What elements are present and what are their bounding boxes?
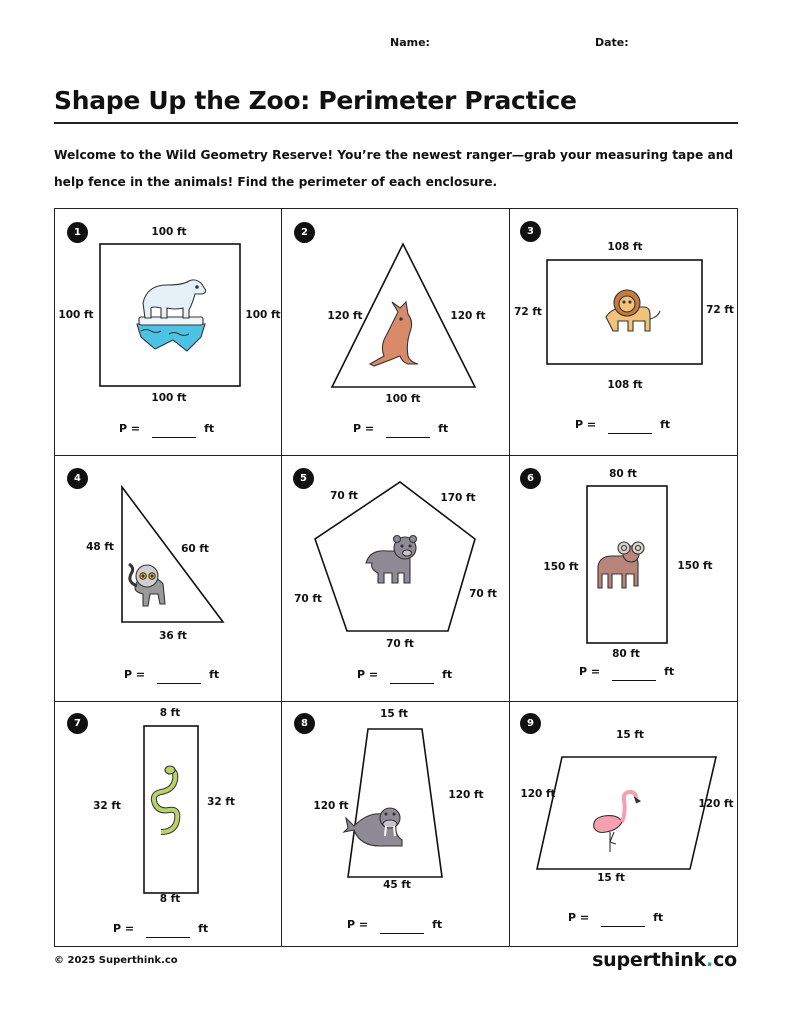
perimeter-unit: ft [653, 911, 664, 924]
perimeter-unit: ft [664, 665, 675, 678]
perimeter-answer [357, 668, 452, 684]
answer-blank[interactable] [380, 933, 424, 934]
right-triangle-enclosure [55, 456, 282, 702]
problem-8 [282, 702, 510, 946]
problem-grid [54, 208, 738, 947]
answer-blank[interactable] [608, 433, 652, 434]
footer-copyright: © 2025 Superthink.co [54, 955, 178, 966]
brand-tld: co [713, 949, 737, 971]
perimeter-answer [119, 422, 214, 438]
perimeter-prefix: P = [119, 422, 141, 435]
answer-blank[interactable] [386, 437, 430, 438]
side-label: 80 ft [612, 648, 640, 660]
side-label: 8 ft [159, 893, 181, 905]
problem-number: 5 [293, 468, 314, 489]
problem-number: 3 [520, 221, 541, 242]
side-label: 72 ft [514, 306, 542, 318]
snake-icon [154, 766, 177, 832]
perimeter-prefix: P = [124, 668, 146, 681]
problem-number: 6 [520, 468, 541, 489]
perimeter-answer [113, 922, 208, 938]
name-label: Name: [390, 36, 430, 49]
perimeter-unit: ft [432, 918, 443, 931]
date-label: Date: [595, 36, 629, 49]
perimeter-prefix: P = [347, 918, 369, 931]
side-label: 120 ft [450, 310, 486, 322]
side-label: 108 ft [607, 379, 643, 391]
side-label: 15 ft [380, 708, 408, 720]
bear-icon [366, 536, 417, 584]
side-label: 150 ft [543, 561, 579, 573]
side-label: 70 ft [469, 588, 497, 600]
side-label: 100 ft [385, 393, 421, 405]
side-label: 36 ft [159, 630, 187, 642]
answer-blank[interactable] [390, 683, 434, 684]
perimeter-answer [347, 918, 442, 934]
perimeter-unit: ft [198, 922, 209, 935]
problem-number: 4 [67, 468, 88, 489]
perimeter-answer [124, 668, 219, 684]
perimeter-unit: ft [204, 422, 215, 435]
problem-3 [510, 209, 738, 456]
side-label: 70 ft [294, 593, 322, 605]
brand-main: superthink [592, 949, 707, 971]
side-label: 32 ft [207, 796, 235, 808]
side-label: 120 ft [327, 310, 363, 322]
perimeter-unit: ft [442, 668, 453, 681]
flamingo-icon [594, 792, 640, 852]
answer-blank[interactable] [601, 926, 645, 927]
intro-line-1: Welcome to the Wild Geometry Reserve! You’re the newest ranger—grab your measuring tape and [54, 148, 734, 162]
problem-number: 2 [294, 222, 315, 243]
side-label: 15 ft [616, 729, 644, 741]
problem-number: 7 [67, 713, 88, 734]
perimeter-answer [575, 418, 670, 434]
side-label: 120 ft [313, 800, 349, 812]
side-label: 120 ft [520, 788, 556, 800]
perimeter-prefix: P = [113, 922, 135, 935]
perimeter-answer [353, 422, 448, 438]
problem-5 [282, 456, 510, 702]
answer-blank[interactable] [146, 937, 190, 938]
problem-1 [55, 209, 282, 456]
triangle-enclosure [282, 209, 510, 456]
perimeter-prefix: P = [353, 422, 375, 435]
rectangle-enclosure [55, 702, 282, 946]
side-label: 48 ft [86, 541, 114, 553]
intro-line-2: help fence in the animals! Find the perimeter of each enclosure. [54, 175, 498, 189]
side-label: 120 ft [448, 789, 484, 801]
perimeter-prefix: P = [575, 418, 597, 431]
problem-6 [510, 456, 738, 702]
trapezoid-enclosure [282, 702, 510, 946]
side-label: 100 ft [58, 309, 94, 321]
polar-bear-icon [137, 280, 206, 351]
side-label: 120 ft [698, 798, 734, 810]
problem-number: 8 [294, 713, 315, 734]
side-label: 100 ft [151, 226, 187, 238]
side-label: 70 ft [330, 490, 358, 502]
side-label: 15 ft [597, 872, 625, 884]
footer-brand-logo [592, 949, 737, 971]
side-label: 80 ft [609, 468, 637, 480]
title-rule [54, 122, 738, 124]
answer-blank[interactable] [612, 680, 656, 681]
perimeter-prefix: P = [579, 665, 601, 678]
problem-7 [55, 702, 282, 946]
side-label: 100 ft [151, 392, 187, 404]
answer-blank[interactable] [157, 683, 201, 684]
ram-icon [598, 542, 644, 588]
square-enclosure [55, 209, 282, 456]
perimeter-unit: ft [209, 668, 220, 681]
side-label: 108 ft [607, 241, 643, 253]
problem-2 [282, 209, 510, 456]
side-label: 150 ft [677, 560, 713, 572]
page-title: Shape Up the Zoo: Perimeter Practice [54, 86, 577, 115]
kangaroo-icon [370, 302, 418, 366]
perimeter-unit: ft [438, 422, 449, 435]
side-label: 72 ft [706, 304, 734, 316]
lion-icon [606, 290, 660, 331]
lemur-icon [129, 564, 165, 606]
side-label: 8 ft [159, 707, 181, 719]
side-label: 100 ft [245, 309, 281, 321]
problem-number: 9 [520, 713, 541, 734]
answer-blank[interactable] [152, 437, 196, 438]
side-label: 45 ft [383, 879, 411, 891]
problem-9 [510, 702, 738, 946]
pentagon-enclosure [282, 456, 510, 702]
side-label: 60 ft [181, 543, 209, 555]
side-label: 32 ft [93, 800, 121, 812]
side-label: 70 ft [386, 638, 414, 650]
brand-dot: . [706, 949, 714, 971]
perimeter-prefix: P = [568, 911, 590, 924]
problem-4 [55, 456, 282, 702]
perimeter-answer [568, 911, 663, 927]
perimeter-answer [579, 665, 674, 681]
perimeter-unit: ft [660, 418, 671, 431]
problem-number: 1 [67, 222, 88, 243]
perimeter-prefix: P = [357, 668, 379, 681]
side-label: 170 ft [440, 492, 476, 504]
